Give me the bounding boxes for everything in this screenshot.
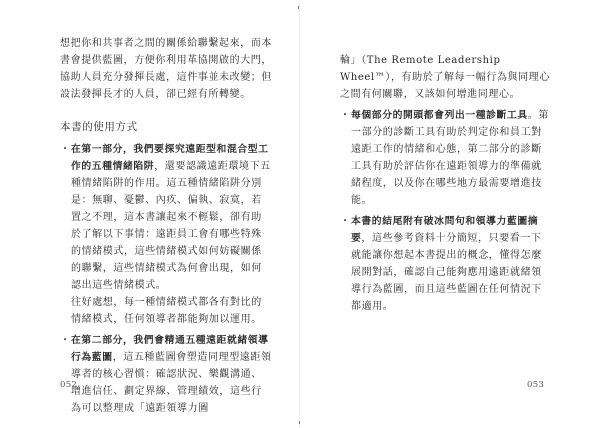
right-page-text (340, 52, 552, 315)
bullet-body: 。第一部分的診斷工具有助於判定你和員工對遠距工作的情緒和心態，第二部分的診斷工具有助於評估你在遠距領導力的準備就緒程度，以及你在哪些地方最需要增進技能。 (351, 110, 549, 206)
crop-mark-bottom (299, 421, 300, 424)
section-heading: 本書的使用方式 (60, 121, 138, 133)
bullet-bold-lead: 每個部分的開頭都會列出一種診斷工具 (351, 110, 528, 121)
bullet-bold-lead: 本書的結尾附有破冰問句和領導力藍圖摘要 (351, 216, 539, 244)
bullet-body: ，還要認識遠距環境下五種情緒陷阱的作用。這五種情緒陷阱分別是：無聊、憂鬱、內疚、偏執、寂寞，若置之不理，這本書讓起來不輕鬆，卻有助於了解以下事情：遠距員工會有哪些特殊的情緒模式，這些情緒模式如何妨礙關係的聯繫，這些情緒模式為何會出現，如何認出這些情緒模式。 (71, 161, 271, 291)
left-page-text (60, 35, 272, 417)
bullet-dot-icon: ・ (60, 335, 71, 346)
bullet-item-icebreakers (340, 213, 552, 315)
bullet-body: ，這些參考資料十分簡短，只要看一下就能讓你想起本書提出的概念，懂得怎麼展開對話，確認自己能夠應用遠距就緒領導行為藍圖，而且這些藍圖在任何情況下都適用。 (351, 233, 542, 312)
page-number-right: 053 (527, 380, 545, 390)
bullet-dot-icon: ・ (340, 110, 351, 121)
bullet-body: ，這五種藍圖會塑造同理型遠距領導者的核心習慣：確認狀況、樂觀溝通、增進信任、劃定界線、管理績效，這些行為可以整理成「遠距領導力圖 (71, 352, 272, 414)
intro-paragraph: 想把你和共事者之間的關係給聯繫起來，而本書會提供藍圖，方便你利用革協開啟的大門，協助人員充分發揮長處，這件事並未改變；但設法發揮長才的人員，卻已經有所轉變。 (60, 38, 272, 100)
bullet-dot-icon: ・ (60, 144, 71, 155)
bullet-bold-lead: 在第二部分，我們會精通五種遠距就緒領導行為藍圖 (71, 335, 269, 363)
bullet-continuation: 往好處想，每一種情緒模式都各有對比的情緒模式，任何領導者都能夠加以運用。 (71, 297, 262, 325)
bullet-item-part-two (60, 332, 272, 417)
bullet-dot-icon: ・ (340, 216, 351, 227)
bullet-item-diagnostic-tools (340, 107, 552, 209)
page-number-left: 052 (60, 380, 78, 390)
continuation-paragraph: 輪」（The Remote Leadership Wheel™），有助於了解每一幅行為與同理心之間有何關聯，又該如何增進同理心。 (340, 55, 550, 100)
bullet-item-part-one (60, 141, 272, 328)
bullet-bold-lead: 在第一部分，我們要探究遠距型和混合型工作的五種情緒陷阱 (71, 144, 269, 172)
